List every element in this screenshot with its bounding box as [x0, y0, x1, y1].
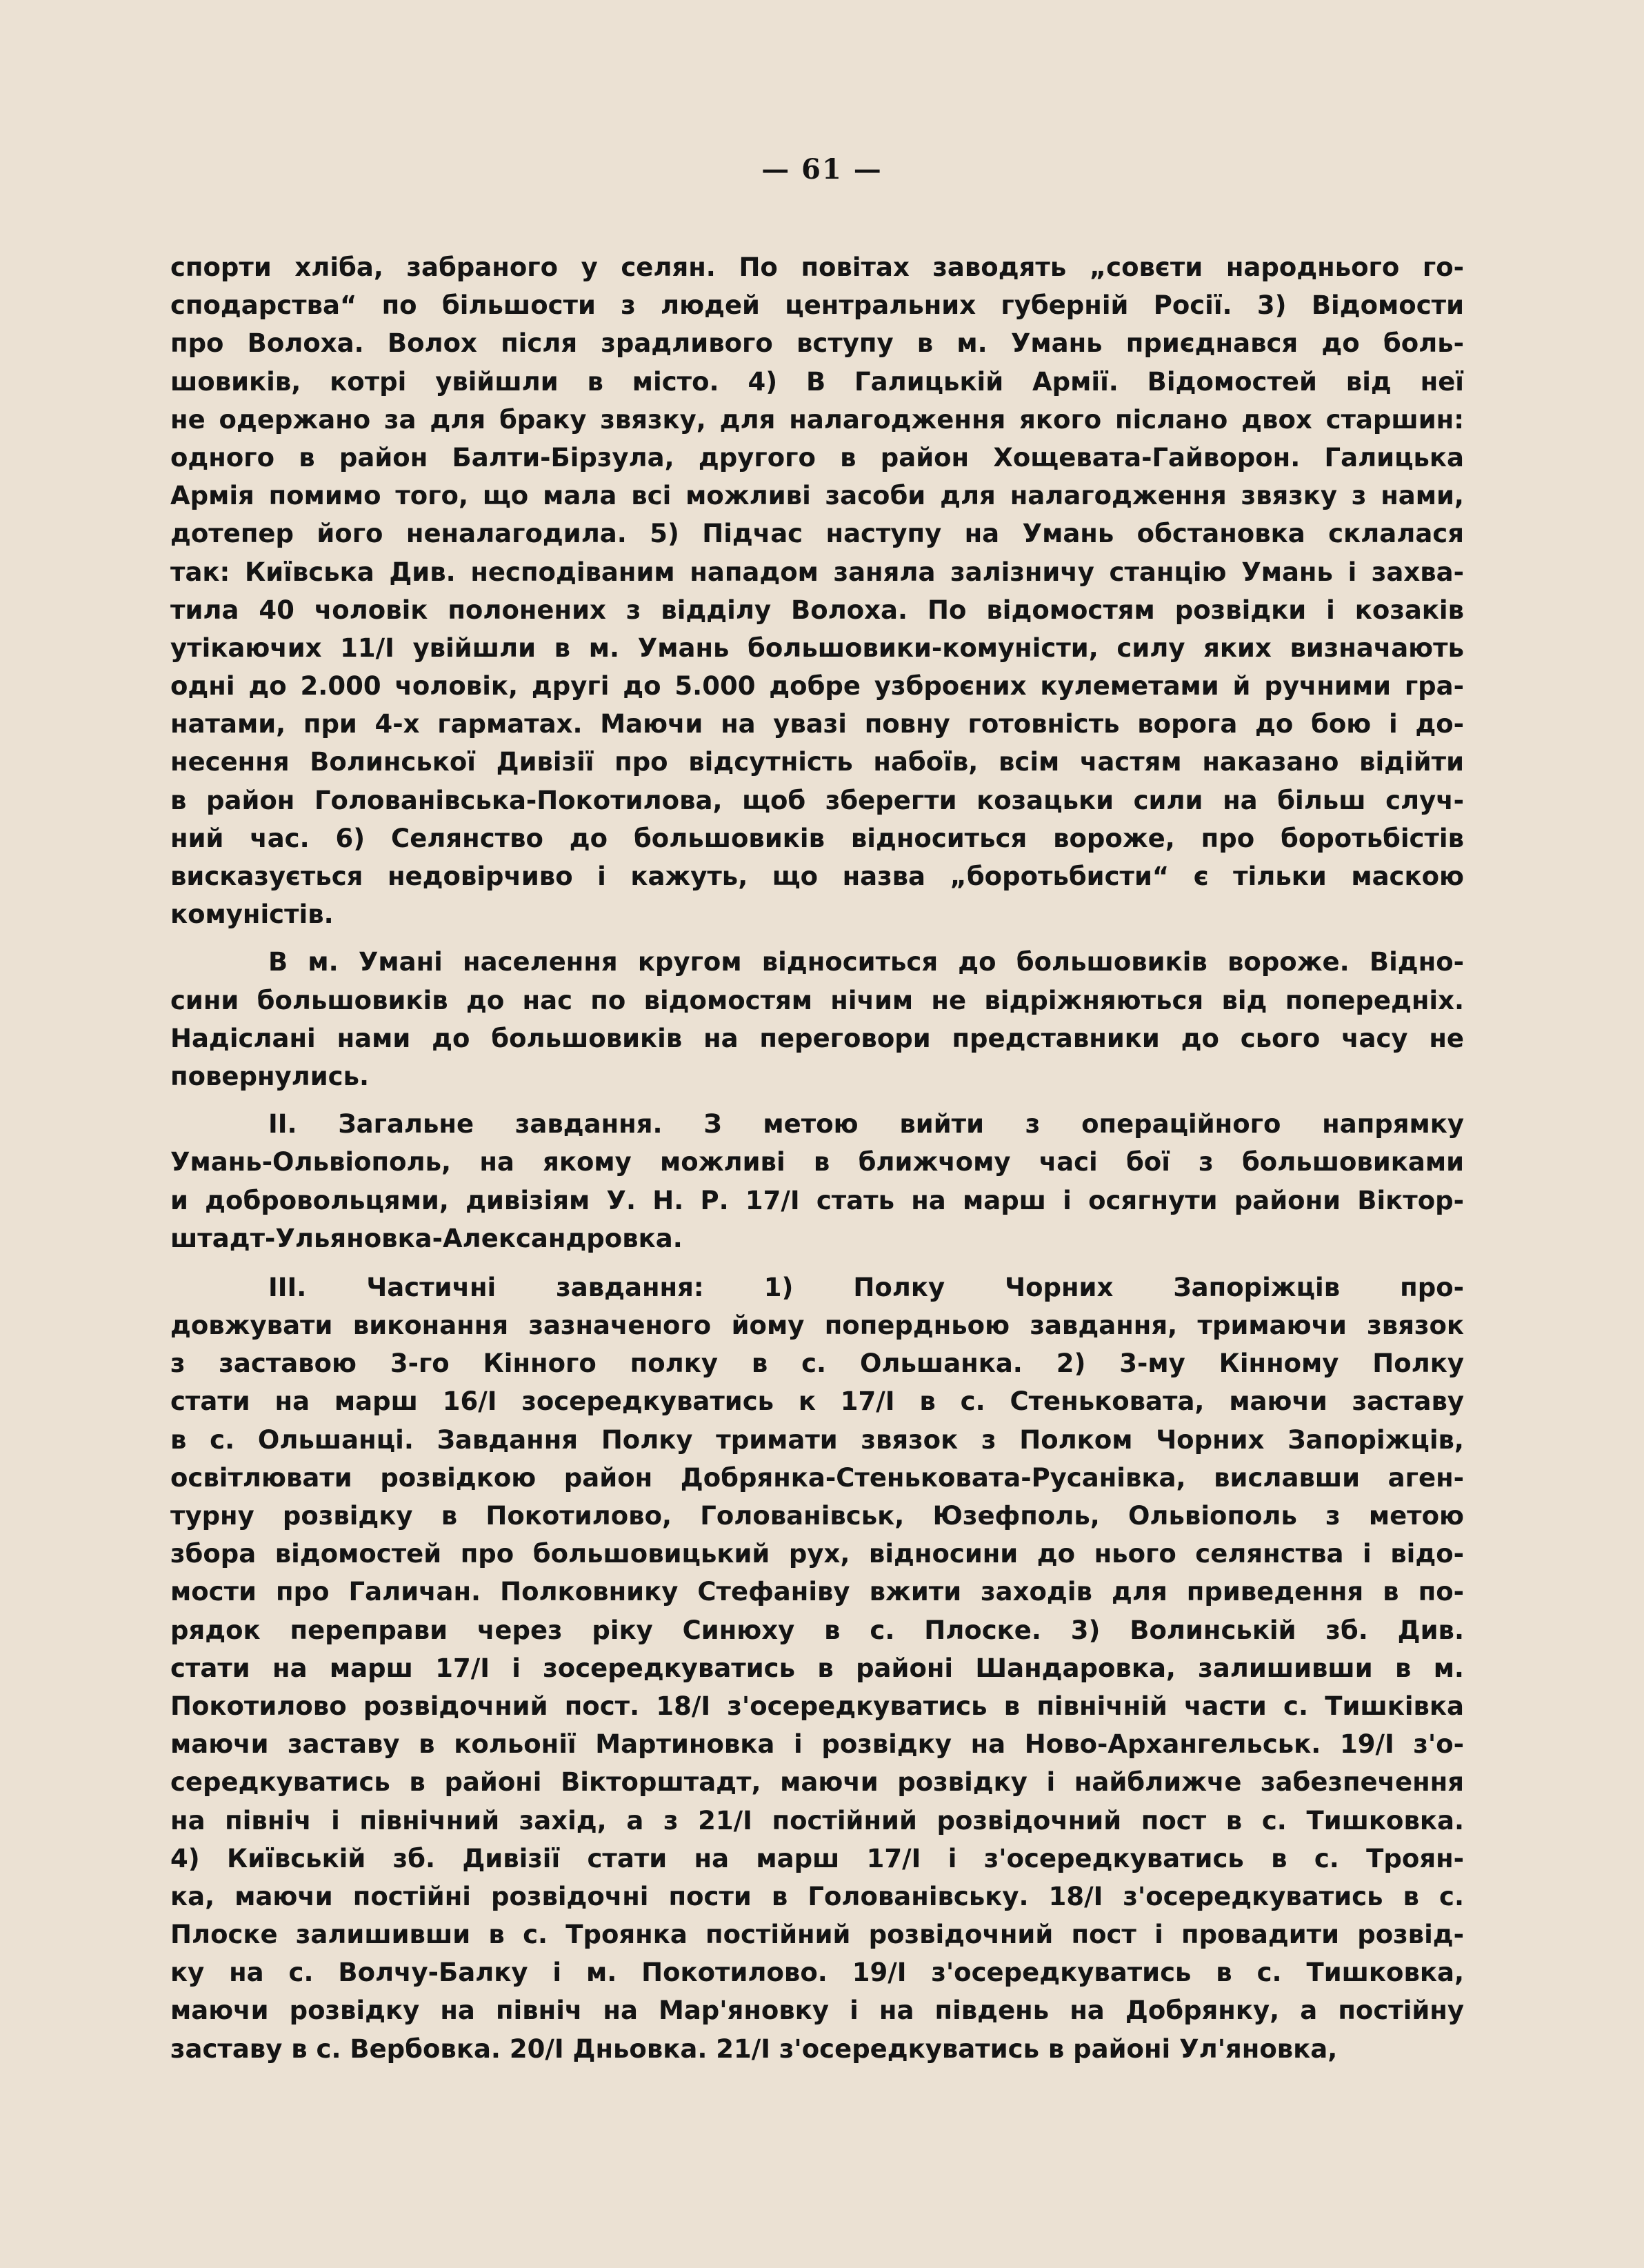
- text-line: в район Голованівська-Покотилова, щоб зберегти козацьки сили на більш случ-: [170, 785, 1464, 815]
- paragraph: [170, 248, 1464, 933]
- text-line: стати на марш 16/I зосередкуватись к 17/I в с. Стеньковата, маючи заставу: [170, 1386, 1464, 1417]
- text-line: Умань-Ольвіополь, на якому можливі в ближчому часі бої з большовиками: [170, 1147, 1464, 1177]
- text-line: сини большовиків до нас по відомостям нічим не відріжняються від попередніх.: [170, 985, 1464, 1015]
- text-line: в с. Ольшанці. Завдання Полку тримати звязок з Полком Чорних Запоріжців,: [170, 1424, 1464, 1455]
- text-line: висказується недовірчиво і кажуть, що назва „боротьбисти“ є тільки маскою: [170, 862, 1464, 891]
- text-line: и добровольцями, дивізіям У. Н. Р. 17/I стать на марш і осягнути райони Віктор-: [170, 1185, 1464, 1215]
- text-line: штадт-Ульяновка-Александровка.: [170, 1223, 683, 1253]
- text-line: ку на с. Волчу-Балку і м. Покотилово. 19/I з'осередкуватись в с. Тишковка,: [170, 1958, 1464, 1988]
- text-line: спорти хліба, забраного у селян. По повітах заводять „совєти народнього го-: [170, 252, 1464, 282]
- text-line: турну розвідку в Покотилово, Голованівськ, Юзефполь, Ольвіополь з метою: [170, 1501, 1464, 1531]
- text-line: ний час. 6) Селянство до большовиків відноситься вороже, про боротьбістів: [170, 823, 1464, 853]
- text-line: збора відомостей про большовицький рух, відносини до нього селянства і відо-: [170, 1539, 1464, 1569]
- body-text: [170, 248, 1464, 2068]
- text-line: на північ і північний захід, а з 21/I постійний розвідочний пост в с. Тишковка.: [170, 1805, 1464, 1836]
- text-line: мости про Галичан. Полковнику Стефаніву вжити заходів для приведення в по-: [170, 1577, 1464, 1607]
- text-line: сподарства“ по більшости з людей центральних губерній Росії. 3) Відомости: [170, 290, 1464, 321]
- text-line: так: Київська Див. несподіваним нападом заняла залізничу станцію Умань і захва-: [170, 557, 1464, 587]
- text-line: з заставою 3-го Кінного полку в с. Ольшанка. 2) 3-му Кінному Полку: [170, 1349, 1464, 1379]
- text-line: тила 40 чоловік полонених з відділу Волоха. По відомостям розвідки і козаків: [170, 595, 1464, 625]
- text-line: довжувати виконання зазначеного йому попердньою завдання, тримаючи звязок: [170, 1311, 1464, 1341]
- page-number: — 61 —: [761, 153, 883, 186]
- text-line: утікаючих 11/I увійшли в м. Умань большовики-комуністи, силу яких визначають: [170, 633, 1464, 663]
- text-line: маючи заставу в кольонії Мартиновка і розвідку на Ново-Архангельськ. 19/I з'о-: [170, 1729, 1464, 1760]
- text-line: ка, маючи постійні розвідочні пости в Голованівську. 18/I з'осередкуватись в с.: [170, 1881, 1464, 1911]
- text-line: 4) Київській зб. Дивізії стати на марш 17/I і з'осередкуватись в с. Троян-: [170, 1843, 1464, 1873]
- text-line: комуністів.: [170, 899, 334, 930]
- text-line: Надіслані нами до большовиків на переговори представники до сього часу не: [170, 1023, 1464, 1053]
- text-line: освітлювати розвідкою район Добрянка-Стеньковата-Русанівка, виславши аген-: [170, 1462, 1464, 1493]
- text-line: III. Частичні завдання: 1) Полку Чорних Запоріжців про-: [268, 1272, 1464, 1302]
- text-line: середкуватись в районі Вікторштадт, маючи розвідку і найближче забезпечення: [170, 1767, 1464, 1798]
- text-line: стати на марш 17/I і зосередкуватись в районі Шандаровка, залишивши в м.: [170, 1653, 1464, 1683]
- text-line: шовиків, котрі увійшли в місто. 4) В Галицькій Армії. Відомостей від неї: [170, 366, 1464, 397]
- text-line: Покотилово розвідочний пост. 18/I з'осередкуватись в північній части с. Тишківка: [170, 1691, 1464, 1721]
- text-line: одного в район Балти-Бірзула, другого в район Хощевата-Гайворон. Галицька: [170, 442, 1464, 472]
- paragraph: [170, 943, 1464, 1095]
- text-line: дотепер його неналагодила. 5) Підчас наступу на Умань обстановка склалася: [170, 519, 1464, 549]
- text-line: II. Загальне завдання. З метою вийти з операційного напрямку: [268, 1109, 1464, 1140]
- text-line: несення Волинської Дивізії про відсутність набоїв, всім частям наказано відійти: [170, 747, 1464, 777]
- text-line: Армія помимо того, що мала всі можливі засоби для налагодження звязку з нами,: [170, 481, 1464, 511]
- paragraph: [170, 1105, 1464, 1257]
- text-line: маючи розвідку на північ на Мар'яновку і на південь на Добрянку, а постійну: [170, 1996, 1464, 2026]
- text-line: одні до 2.000 чоловік, другі до 5.000 добре узброєних кулеметами й ручними гра-: [170, 671, 1464, 702]
- text-line: Плоске залишивши в с. Троянка постійний розвідочний пост і провадити розвід-: [170, 1920, 1464, 1950]
- text-line: заставу в с. Вербовка. 20/I Дньовка. 21/I з'осередкуватись в районі Ул'яновка,: [170, 2033, 1338, 2064]
- text-line: В м. Умані населення кругом відноситься до большовиків вороже. Відно-: [268, 947, 1464, 977]
- text-line: про Волоха. Волох після зрадливого вступу в м. Умань приєднався до боль-: [170, 328, 1464, 359]
- text-line: повернулись.: [170, 1061, 370, 1091]
- text-line: рядок переправи через ріку Синюху в с. Плоске. 3) Волинській зб. Див.: [170, 1615, 1464, 1645]
- text-line: не одержано за для браку звязку, для налагодження якого післано двох старшин:: [170, 404, 1464, 435]
- paragraph: [170, 1269, 1464, 2068]
- text-line: натами, при 4-х гарматах. Маючи на увазі повну готовність ворога до бою і до-: [170, 709, 1464, 739]
